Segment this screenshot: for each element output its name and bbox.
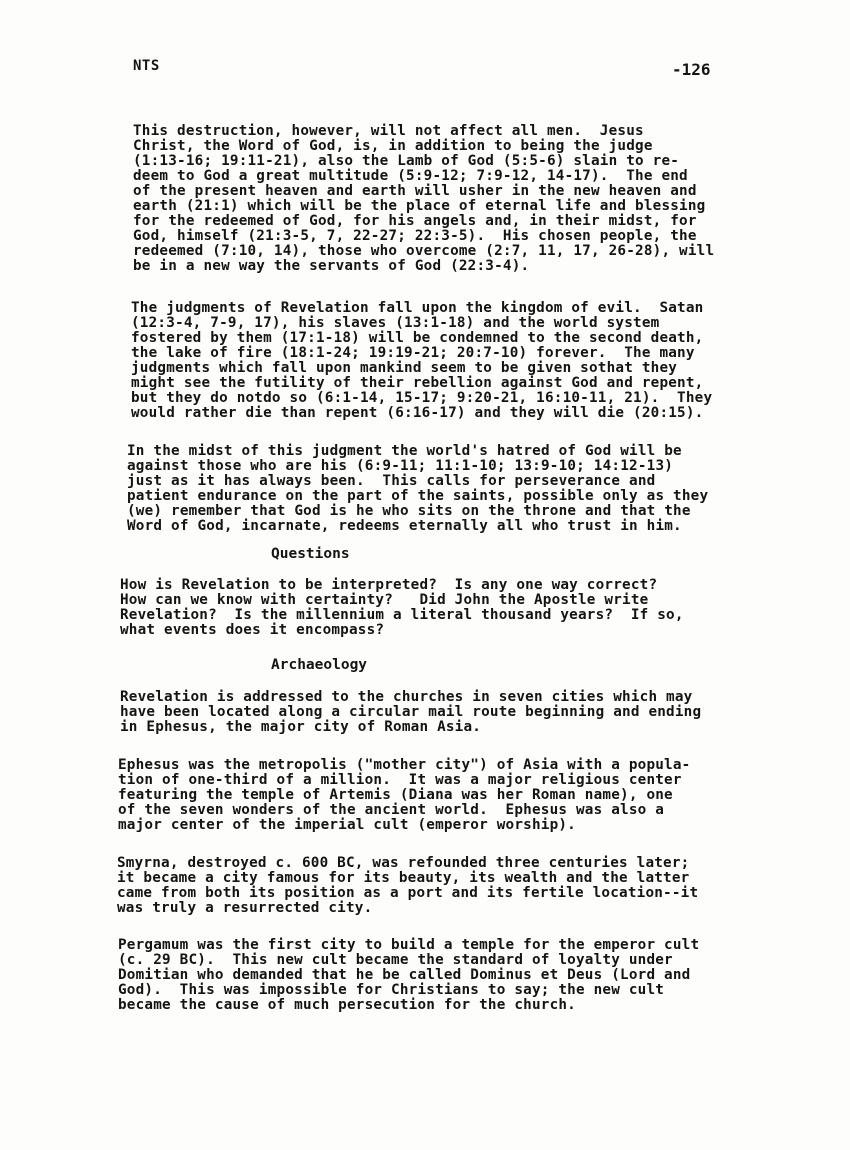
paragraph-questions: How is Revelation to be interpreted? Is any one way correct? How can we know with certainty? Did John the Apostle write Revelation? Is the millennium a literal thousand years? If so, what events does it encompass? (120, 577, 684, 638)
page-number: -126 (672, 60, 711, 79)
paragraph-judgments: The judgments of Revelation fall upon the kingdom of evil. Satan (12:3-4, 7-9, 17), his slaves (13:1-18) and the world system fostered by them (17:1-18) will be condemned to the second death, the lake of fire (18:1-24; 19:19-21; 20:7-10) forever. The many judgments which fall upon mankind seem to be given sothat they might see the futility of their rebellion against God and repent, but they do notdo so (6:1-14, 15-17; 9:20-21, 16:10-11, 21). They would rather die than repent (6:16-17) and they will die (20:15). (131, 300, 713, 421)
paragraph-smyrna: Smyrna, destroyed c. 600 BC, was refounded three centuries later; it became a city famous for its beauty, its wealth and the latter came from both its position as a port and its fertile location--it was truly a resurrected city. (117, 855, 699, 916)
paragraph-pergamum: Pergamum was the first city to build a temple for the emperor cult (c. 29 BC). This new cult became the standard of loyalty under Domitian who demanded that he be called Dominus et Deus (Lord and God). This was impossible for Christians to say; the new cult became the cause of much persecution for the church. (118, 937, 700, 1013)
paragraph-hatred: In the midst of this judgment the world's hatred of God will be against those who are his (6:9-11; 11:1-10; 13:9-10; 14:12-13) just as it has always been. This calls for perseverance and patient endurance on the part of the saints, possible only as they (we) remember that God is he who sits on the throne and that the Word of God, incarnate, redeems eternally all who trust in him. (127, 443, 709, 534)
paragraph-destruction: This destruction, however, will not affect all men. Jesus Christ, the Word of God, is, in addition to being the judge (1:13-16; 19:11-21), also the Lamb of God (5:5-6) slain to re- deem to God a great multitude (5:9-12; 7:9-12, 14-17). The end of the present heaven and earth will usher in the new heaven and earth (21:1) which will be the place of eternal life and blessing for the redeemed of God, for his angels and, in their midst, for God, himself (21:3-5, 7, 22-27; 22:3-5). His chosen people, the redeemed (7:10, 14), those who overcome (2:7, 11, 17, 26-28), will be in a new way the servants of God (22:3-4). (133, 123, 715, 274)
paragraph-seven-cities: Revelation is addressed to the churches in seven cities which may have been located along a circular mail route beginning and ending in Ephesus, the major city of Roman Asia. (120, 689, 702, 735)
paragraph-ephesus: Ephesus was the metropolis ("mother city") of Asia with a popula- tion of one-third of a million. It was a major religious center featuring the temple of Artemis (Diana was her Roman name), one of the seven wonders of the ancient world. Ephesus was also a major center of the imperial cult (emperor worship). (118, 757, 691, 833)
archaeology-heading: Archaeology (271, 657, 368, 673)
header-label: NTS (133, 58, 160, 74)
questions-heading: Questions (271, 546, 350, 562)
